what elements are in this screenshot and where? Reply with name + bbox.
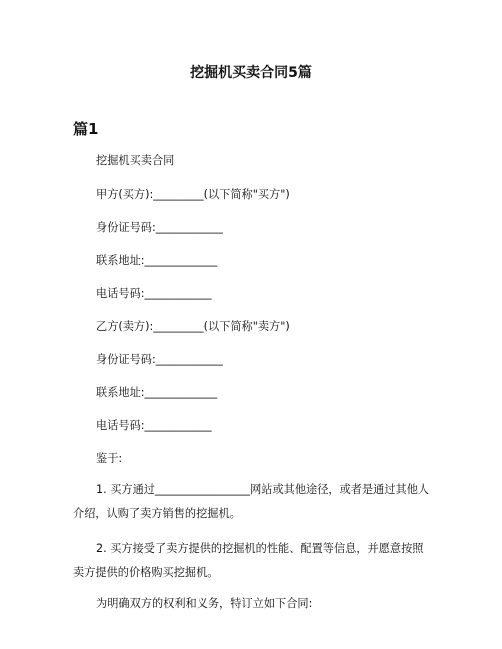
seller-id-line: 身份证号码:____________ <box>96 353 223 366</box>
seller-line: 乙方(卖方):_________(以下简称"卖方") <box>96 320 290 333</box>
seller-phone-line: 电话号码:____________ <box>96 419 212 432</box>
whereas-line: 鉴于: <box>96 452 123 465</box>
document-title: 挖掘机买卖合同5篇 <box>190 65 312 81</box>
buyer-phone-line: 电话号码:____________ <box>96 287 212 300</box>
buyer-id-line: 身份证号码:____________ <box>96 221 223 234</box>
recital-paragraph-2: 2. 买方接受了卖方提供的挖掘机的性能、配置等信息，并愿意按照卖方提供的价格购买挖掘机。 <box>73 542 424 579</box>
section-heading: 篇1 <box>73 120 99 138</box>
seller-address-line: 联系地址:_____________ <box>96 386 218 399</box>
closing-line: 为明确双方的权利和义务，特订立如下合同: <box>96 597 313 610</box>
recital-paragraph-1: 1. 买方通过_________________网站或其他途径，或者是通过其他人介绍，认购了卖方销售的挖掘机。 <box>73 483 430 520</box>
buyer-address-line: 联系地址:_____________ <box>96 254 218 267</box>
buyer-line: 甲方(买方):_________(以下简称"买方") <box>96 188 290 201</box>
contract-name-line: 挖掘机买卖合同 <box>96 154 175 167</box>
